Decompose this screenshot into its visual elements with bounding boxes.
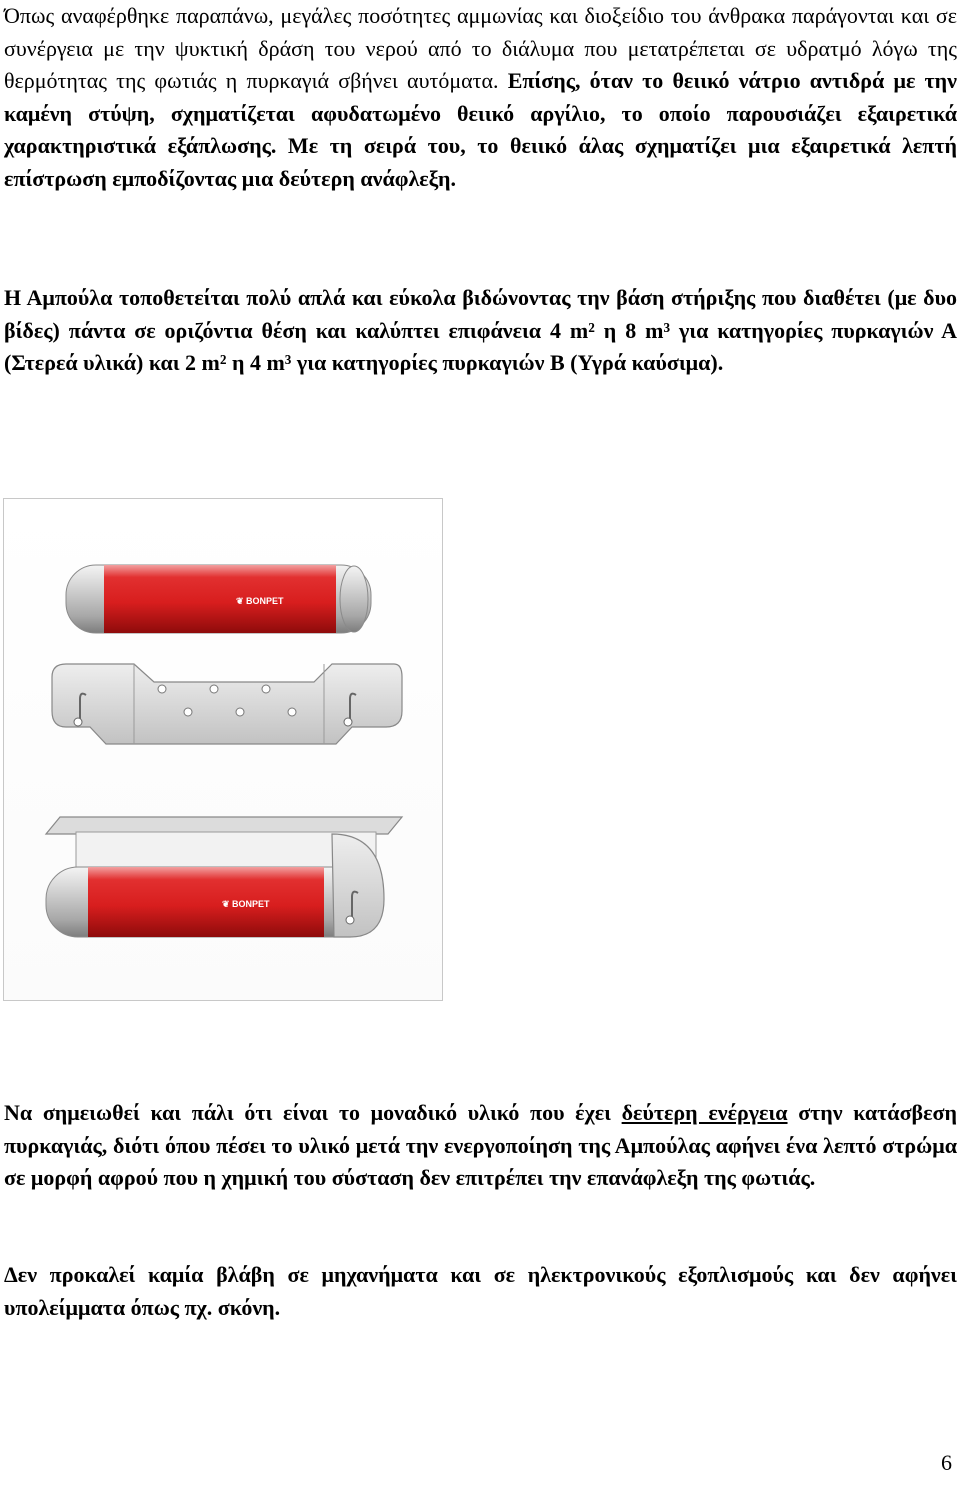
paragraph-second-action-after: στην κατάσβεση πυρκαγιάς, διότι όπου πέσει το υλικό μετά την ενεργοποίηση της Αμπούλας αφήνει ένα λεπτό στρώμα σε μορφή αφρού που η χημική του σύσταση δεν επιτρέπει την επανάφλεξη της φωτιάς. [4, 1100, 957, 1190]
brand-label-bottom: ❦ BONPET [222, 899, 270, 909]
brand-label-top: ❦ BONPET [236, 596, 284, 606]
paragraph-chemistry-part2: Επίσης, όταν το θειικό νάτριο αντιδρά με την καμένη στύψη, σχηματίζεται αφυδατωμένο θειικό αργίλιο, το οποίο παρουσιάζει εξαιρετικά χαρακτηριστικά εξάπλωσης. [4, 68, 958, 158]
ampoule-figure [3, 498, 443, 1001]
paragraph-no-damage: Δεν προκαλεί καμία βλάβη σε μηχανήματα και σε ηλεκτρονικούς εξοπλισμούς και δεν αφήνει υπολείμματα όπως πχ. σκόνη. [4, 1262, 957, 1320]
ampoule-cylinder-top [66, 565, 371, 633]
paragraph-chemistry-part3: Με τη σειρά του, το θειικό άλας σχηματίζει μια εξαιρετικά λεπτή επίστρωση εμποδίζοντας μια δεύτερη ανάφλεξη. [4, 133, 957, 191]
paragraph-second-action-before: Να σημειωθεί και πάλι ότι είναι το μοναδικό υλικό που έχει [4, 1100, 622, 1125]
ampoule-mounted-assembly [46, 817, 402, 937]
ampoule-illustration [4, 499, 442, 1000]
paragraph-installation: Η Αμπούλα τοποθετείται πολύ απλά και εύκολα βιδώνοντας την βάση στήριξης που διαθέτει (με δυο βίδες) πάντα σε οριζόντια θέση και καλύπτει επιφάνεια 4 m² η 8 m³ για κατηγορίες πυρκαγιών Α (Στερεά υλικά) και 2 m² η 4 m³ για κατηγορίες πυρκαγιών Β (Υγρά καύσιμα). [4, 285, 957, 375]
paragraph-chemistry [4, 0, 957, 195]
page-number: 6 [941, 1450, 952, 1475]
mounting-bracket [52, 664, 402, 744]
underlined-phrase: δεύτερη ενέργεια [621, 1100, 788, 1125]
paragraph-second-action [4, 1097, 957, 1195]
paragraph-chemistry-part1: Όπως αναφέρθηκε παραπάνω, μεγάλες ποσότητες αμμωνίας και διοξείδιο του άνθρακα παράγονται και σε συνέργεια με την ψυκτική δράση του νερού από το διάλυμα που μετατρέπεται σε υδρατμό λόγω της θερμότητας της φωτιάς η πυρκαγιά σβήνει αυτόματα. [4, 3, 957, 93]
